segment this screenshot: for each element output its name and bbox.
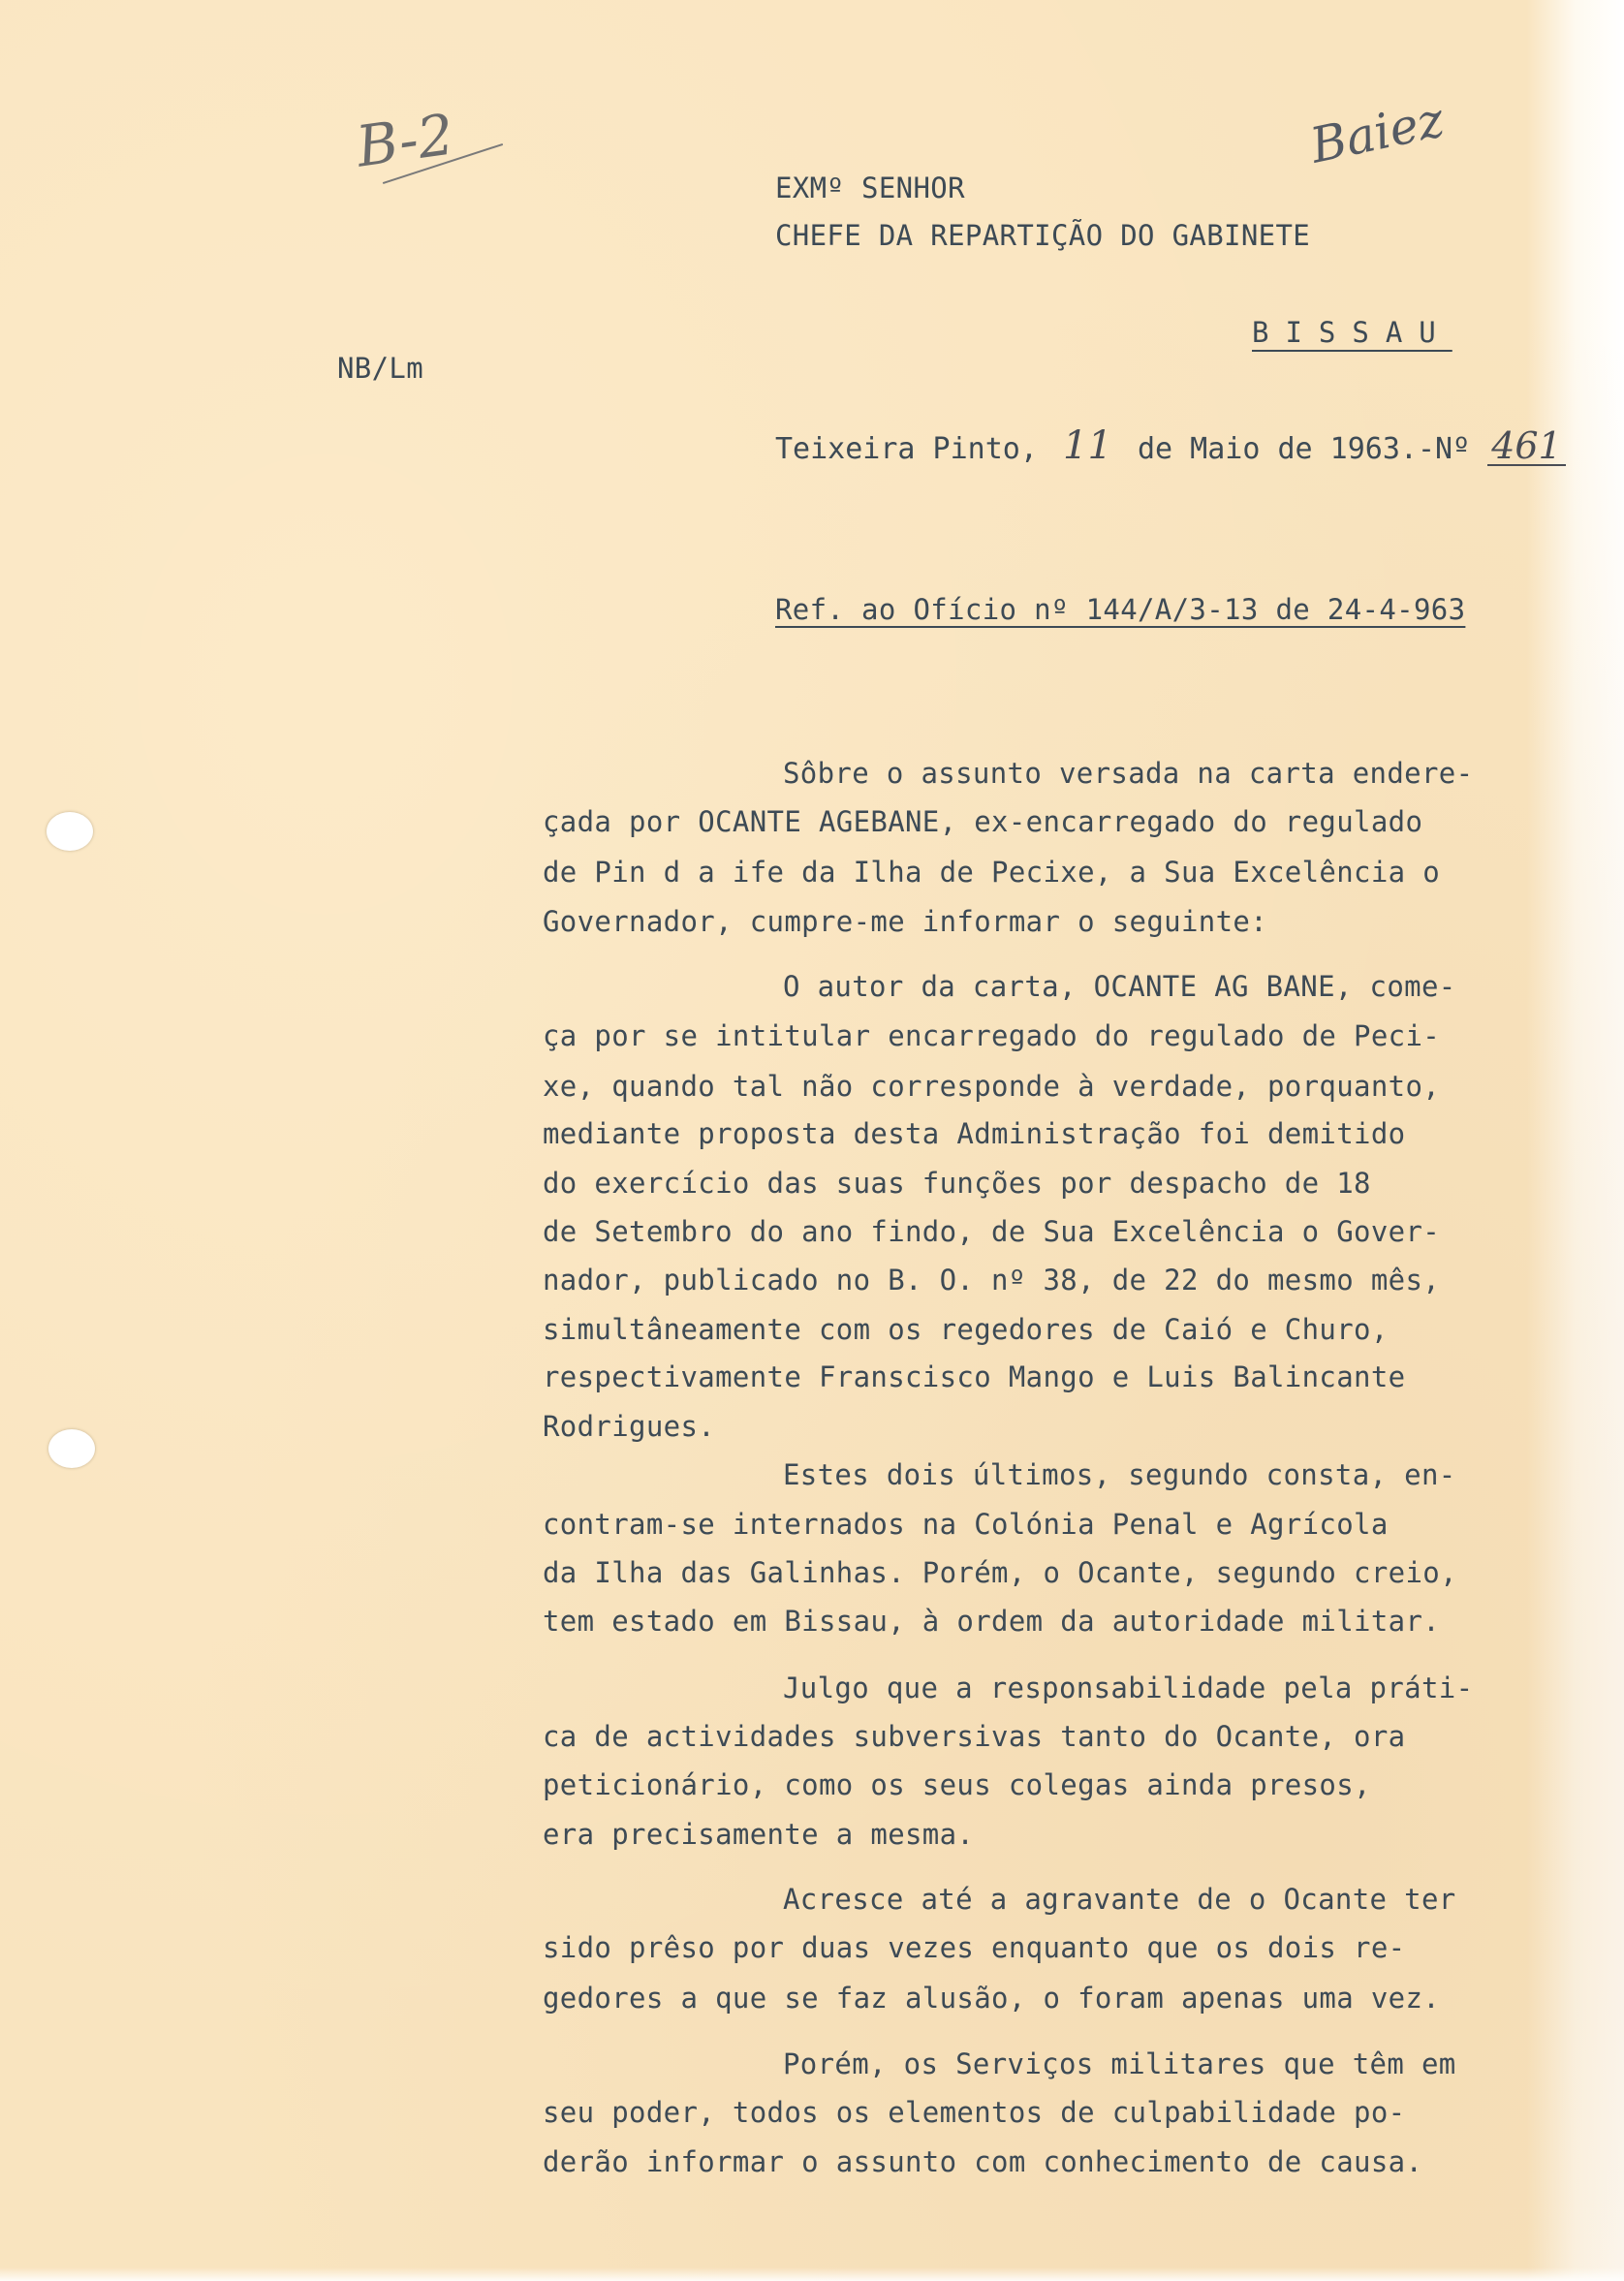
body-line: da Ilha das Galinhas. Porém, o Ocante, segundo creio, bbox=[543, 1556, 1457, 1589]
body-line: Governador, cumpre-me informar o seguinte: bbox=[543, 905, 1267, 938]
body-line: ça por se intitular encarregado do regulado de Peci- bbox=[543, 1019, 1441, 1052]
paper-edge bbox=[0, 2267, 1624, 2281]
handwritten-signature: Baiez bbox=[1305, 91, 1450, 174]
body-line: Acresce até a agravante de o Ocante ter bbox=[783, 1883, 1456, 1916]
body-line: simultâneamente com os regedores de Caió e Churo, bbox=[543, 1313, 1389, 1346]
body-line: do exercício das suas funções por despacho de 18 bbox=[543, 1167, 1371, 1200]
body-line: xe, quando tal não corresponde à verdade, porquanto, bbox=[543, 1070, 1441, 1103]
body-line: Julgo que a responsabilidade pela práti- bbox=[783, 1672, 1474, 1704]
body-line: contram-se internados na Colónia Penal e Agrícola bbox=[543, 1508, 1389, 1541]
body-line: sido prêso por duas vezes enquanto que os dois re- bbox=[543, 1931, 1406, 1964]
body-line: nador, publicado no B. O. nº 38, de 22 do mesmo mês, bbox=[543, 1264, 1441, 1297]
dateline-number: 461 bbox=[1487, 427, 1566, 466]
body-line: seu poder, todos os elementos de culpabilidade po- bbox=[543, 2096, 1406, 2129]
body-line: Porém, os Serviços militares que têm em bbox=[783, 2047, 1456, 2080]
body-line: de Setembro do ano findo, de Sua Excelência o Gover- bbox=[543, 1215, 1441, 1248]
dateline bbox=[775, 423, 1566, 468]
reference-line: Ref. ao Ofício nº 144/A/3-13 de 24-4-963 bbox=[775, 593, 1466, 626]
punch-hole bbox=[47, 812, 93, 851]
body-line: çada por OCANTE AGEBANE, ex-encarregado do regulado bbox=[543, 805, 1423, 838]
body-line: tem estado em Bissau, à ordem da autoridade militar. bbox=[543, 1605, 1441, 1638]
dateline-month-year: de Maio de 1963.-Nº bbox=[1137, 432, 1471, 466]
handwritten-mark: B-2 bbox=[352, 101, 458, 180]
body-line: ca de actividades subversivas tanto do Ocante, ora bbox=[543, 1720, 1406, 1753]
dateline-place: Teixeira Pinto, bbox=[775, 432, 1038, 466]
address-city: BISSAU bbox=[1252, 316, 1452, 349]
body-line: Estes dois últimos, segundo consta, en- bbox=[783, 1458, 1456, 1491]
body-line: de Pin d a ife da Ilha de Pecixe, a Sua Excelência o bbox=[543, 856, 1441, 889]
body-line: Rodrigues. bbox=[543, 1410, 716, 1443]
body-line: derão informar o assunto com conhecimento de causa. bbox=[543, 2145, 1423, 2178]
body-line: gedores a que se faz alusão, o foram apenas uma vez. bbox=[543, 1982, 1441, 2015]
body-line: respectivamente Franscisco Mango e Luis Balincante bbox=[543, 1360, 1406, 1393]
body-line: mediante proposta desta Administração foi demitido bbox=[543, 1117, 1406, 1150]
dateline-day: 11 bbox=[1063, 423, 1112, 468]
address-line-2: CHEFE DA REPARTIÇÃO DO GABINETE bbox=[775, 219, 1311, 252]
body-line: era precisamente a mesma. bbox=[543, 1818, 975, 1851]
punch-hole bbox=[48, 1429, 95, 1468]
body-line: Sôbre o assunto versada na carta endere- bbox=[783, 757, 1474, 790]
address-line-1: EXMº SENHOR bbox=[775, 172, 965, 204]
body-line: O autor da carta, OCANTE AG BANE, come- bbox=[783, 970, 1456, 1003]
reference-initials: NB/Lm bbox=[337, 352, 424, 385]
body-line: peticionário, como os seus colegas ainda presos, bbox=[543, 1768, 1371, 1801]
